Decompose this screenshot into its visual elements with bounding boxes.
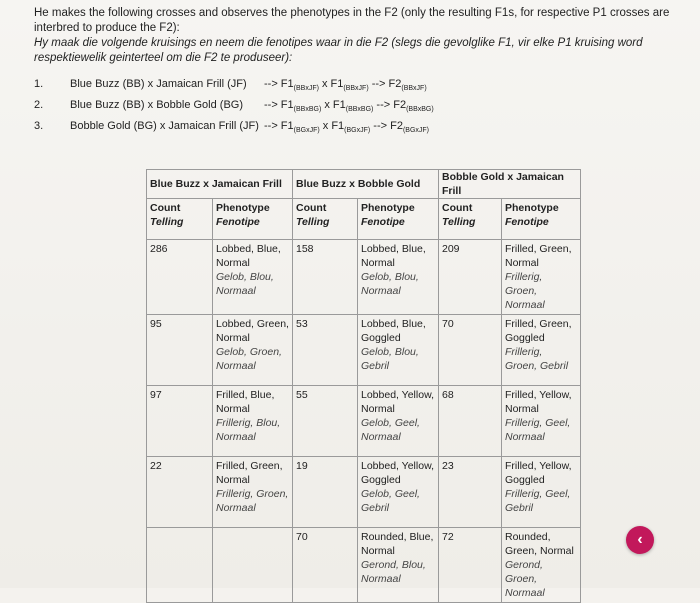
question-intro [34,6,684,66]
cross-formula: --> $F1_{(BBxJF)}$ x $F1_{(BBxJF)}$ --> $F2_{(BBxJF)}$ [264,78,427,93]
crosses-list [34,78,654,141]
count-cell: 22 [147,457,213,528]
phenotype-afrikaans: Gelob, Geel, Normaal [361,417,420,443]
phenotype-afrikaans: Gelob, Groen, Normaal [216,346,282,372]
phenotype-afrikaans: Gelob, Geel, Gebril [361,488,420,514]
count-cell: 70 [439,315,502,386]
phenotype-english: Rounded, Blue, Normal [361,531,434,557]
count-cell: 286 [147,240,213,315]
phenotype-cell [213,457,293,528]
phenotype-english: Lobbed, Green, Normal [216,318,289,344]
table-column-header [147,199,581,240]
count-header: Count Telling [439,199,502,240]
cross-number: 3. [34,120,44,132]
phenotype-cell [358,386,439,457]
intro-english: He makes the following crosses and observes the phenotypes in the F2 (only the resulting F1s, for respective P1 crosses are interbred to produce the F2): [34,7,670,34]
cross-formula: --> $F1_{(BGxJF)}$ x $F1_{(BGxJF)}$ --> $F2_{(BGxJF)}$ [264,120,429,135]
phenotype-cell [358,240,439,315]
table-row [147,386,581,457]
group-header-bb-bg: Blue Buzz x Bobble Gold [293,170,439,199]
phenotype-afrikaans: Gelob, Blou, Normaal [216,271,274,297]
phenotype-cell [502,315,581,386]
phenotype-header: Phenotype Fenotipe [213,199,293,240]
count-cell: 97 [147,386,213,457]
count-cell: 68 [439,386,502,457]
cross-name: Blue Buzz (BB) x Bobble Gold (BG) [70,99,244,111]
count-cell: 53 [293,315,358,386]
cross-item [34,78,654,99]
phenotype-cell [213,528,293,603]
phenotype-english: Frilled, Yellow, Normal [505,389,572,415]
cross-item [34,99,654,120]
table-row [147,240,581,315]
cross-number: 2. [34,99,44,111]
chevron-left-icon[interactable]: ‹ [626,526,654,554]
table-body [147,240,581,603]
phenotype-afrikaans: Frillerig, Blou, Normaal [216,417,281,443]
phenotype-afrikaans: Gerond, Groen, Normaal [505,559,545,599]
phenotype-english: Lobbed, Blue, Normal [361,243,426,269]
phenotype-english: Frilled, Yellow, Goggled [505,460,572,486]
count-header: Count Telling [147,199,213,240]
phenotype-cell [502,528,581,603]
table-row [147,457,581,528]
phenotype-english: Lobbed, Yellow, Normal [361,389,434,415]
cross-name: Blue Buzz (BB) x Jamaican Frill (JF) [70,78,247,90]
phenotype-afrikaans: Frillerig, Groen, Gebril [505,346,569,372]
phenotype-cell [358,315,439,386]
count-cell: 72 [439,528,502,603]
cross-number: 1. [34,78,44,90]
phenotype-cell [502,386,581,457]
phenotype-english: Lobbed, Blue, Goggled [361,318,426,344]
phenotype-afrikaans: Gerond, Blou, Normaal [361,559,426,585]
count-cell [147,528,213,603]
phenotype-afrikaans: Frillerig, Geel, Gebril [505,488,571,514]
phenotype-afrikaans: Frillerig, Geel, Normaal [505,417,571,443]
count-header: Count Telling [293,199,358,240]
phenotype-afrikaans: Gelob, Blou, Gebril [361,346,419,372]
phenotype-afrikaans: Frillerig, Groen, Normaal [216,488,289,514]
count-cell: 158 [293,240,358,315]
phenotype-english: Frilled, Blue, Normal [216,389,275,415]
phenotype-table [146,169,581,603]
phenotype-english: Rounded, Green, Normal [505,531,574,557]
phenotype-afrikaans: Frillerig, Groen, Normaal [505,271,545,311]
count-cell: 70 [293,528,358,603]
phenotype-english: Frilled, Green, Goggled [505,318,572,344]
phenotype-cell [213,240,293,315]
phenotype-english: Lobbed, Yellow, Goggled [361,460,434,486]
table-row [147,528,581,603]
intro-afrikaans: Hy maak die volgende kruisings en neem die fenotipes waar in die F2 (slegs die gevolglike F1, vir elke P1 kruising word respektiewelik geinterteel om die F2 te produseer): [34,37,643,64]
table-group-header [147,170,581,199]
cross-item [34,120,654,141]
phenotype-cell [358,457,439,528]
phenotype-english: Lobbed, Blue, Normal [216,243,281,269]
count-cell: 95 [147,315,213,386]
cross-formula: --> $F1_{(BBxBG)}$ x $F1_{(BBxBG)}$ --> $F2_{(BBxBG)}$ [264,99,434,114]
phenotype-cell [213,315,293,386]
count-cell: 209 [439,240,502,315]
count-cell: 19 [293,457,358,528]
phenotype-cell [502,457,581,528]
count-cell: 23 [439,457,502,528]
phenotype-english: Frilled, Green, Normal [505,243,572,269]
phenotype-english: Frilled, Green, Normal [216,460,283,486]
cross-name: Bobble Gold (BG) x Jamaican Frill (JF) [70,120,259,132]
group-header-bb-jf: Blue Buzz x Jamaican Frill [147,170,293,199]
phenotype-cell [213,386,293,457]
count-cell: 55 [293,386,358,457]
phenotype-cell [502,240,581,315]
phenotype-header: Phenotype Fenotipe [358,199,439,240]
table-row [147,315,581,386]
group-header-bg-jf: Bobble Gold x Jamaican Frill [439,170,581,199]
phenotype-header: Phenotype Fenotipe [502,199,581,240]
phenotype-cell [358,528,439,603]
phenotype-afrikaans: Gelob, Blou, Normaal [361,271,419,297]
